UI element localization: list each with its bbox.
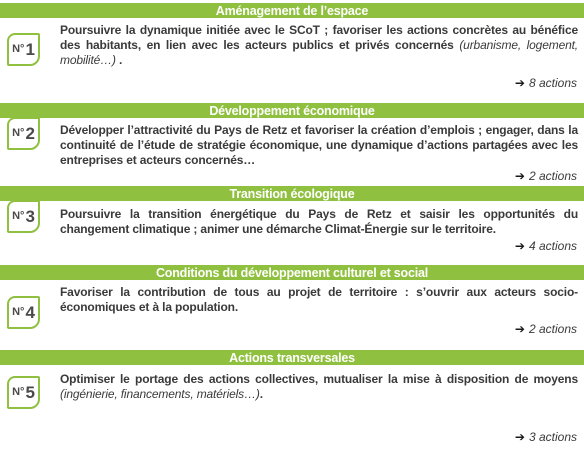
badge-prefix: N°: [12, 306, 25, 318]
description-text: Développer l’attractivité du Pays de Retz et favoriser la création d’emplois ; engager, dans la continuité de l’étude de stratégie économique, une dynamique d’actions partagées avec les entreprises et acteurs concernés…: [60, 123, 578, 167]
number-badge: [7, 33, 40, 66]
badge-number: 5: [25, 383, 35, 402]
description-text: Poursuivre la dynamique initiée avec le SCoT ; favoriser les actions concrètes au bénéfice des habitants, en lien avec les acteurs publics et privés concernés: [60, 23, 578, 52]
description-end: .: [115, 53, 123, 67]
actions-count: [515, 430, 577, 444]
number-badge: [7, 376, 40, 409]
section-title: Actions transversales: [229, 350, 355, 365]
section-4: [0, 265, 584, 345]
actions-label: 3 actions: [528, 430, 577, 444]
section-description: [60, 123, 578, 168]
badge-prefix: N°: [12, 210, 25, 222]
section-description: [60, 285, 578, 315]
arrow-right-icon: ➔: [514, 76, 525, 90]
arrow-right-icon: ➔: [514, 430, 525, 444]
number-badge: [7, 117, 40, 150]
section-2: [0, 103, 584, 183]
description-end: .: [259, 387, 263, 401]
section-description: [60, 23, 578, 68]
section-title-band: [0, 3, 584, 18]
badge-prefix: N°: [12, 127, 25, 139]
badge-number: 2: [25, 124, 35, 143]
badge-prefix: N°: [12, 43, 25, 55]
description-text: Optimiser le portage des actions collectives, mutualiser la mise à disposition de moyens: [60, 372, 578, 386]
section-title: Aménagement de l’espace: [215, 3, 369, 18]
badge-number: 4: [25, 303, 35, 322]
section-title-band: [0, 103, 584, 118]
section-description: [60, 372, 578, 402]
actions-count: [515, 76, 577, 90]
number-badge: [7, 200, 40, 233]
number-badge: [7, 296, 40, 329]
arrow-right-icon: ➔: [514, 239, 525, 253]
section-title-band: [0, 186, 584, 201]
description-text: Poursuivre la transition énergétique du Pays de Retz et saisir les opportunités du changement climatique ; animer une démarche Climat-Énergie sur le territoire.: [60, 207, 578, 236]
actions-label: 2 actions: [528, 322, 577, 336]
badge-prefix: N°: [12, 386, 25, 398]
actions-label: 8 actions: [528, 76, 577, 90]
section-3: [0, 186, 584, 262]
badge-number: 3: [25, 207, 35, 226]
actions-count: [515, 169, 577, 183]
description-italic: (ingénierie, financements, matériels…): [60, 387, 260, 401]
arrow-right-icon: ➔: [514, 322, 525, 336]
actions-count: [515, 239, 577, 253]
actions-label: 4 actions: [528, 239, 577, 253]
section-description: [60, 207, 578, 237]
section-title-band: [0, 350, 584, 365]
badge-number: 1: [25, 40, 35, 59]
section-1: [0, 3, 584, 99]
section-title: Transition écologique: [229, 186, 355, 201]
section-title: Conditions du développement culturel et social: [155, 265, 429, 280]
actions-count: [515, 322, 577, 336]
section-title: Développement économique: [209, 103, 375, 118]
actions-label: 2 actions: [528, 169, 577, 183]
description-text: Favoriser la contribution de tous au projet de territoire : s’ouvrir aux acteurs socio-économiques et à la population.: [60, 285, 578, 314]
arrow-right-icon: ➔: [514, 169, 525, 183]
section-5: [0, 350, 584, 449]
section-title-band: [0, 265, 584, 280]
description-italic: (urbanisme, logement, mobilité…): [60, 38, 578, 67]
